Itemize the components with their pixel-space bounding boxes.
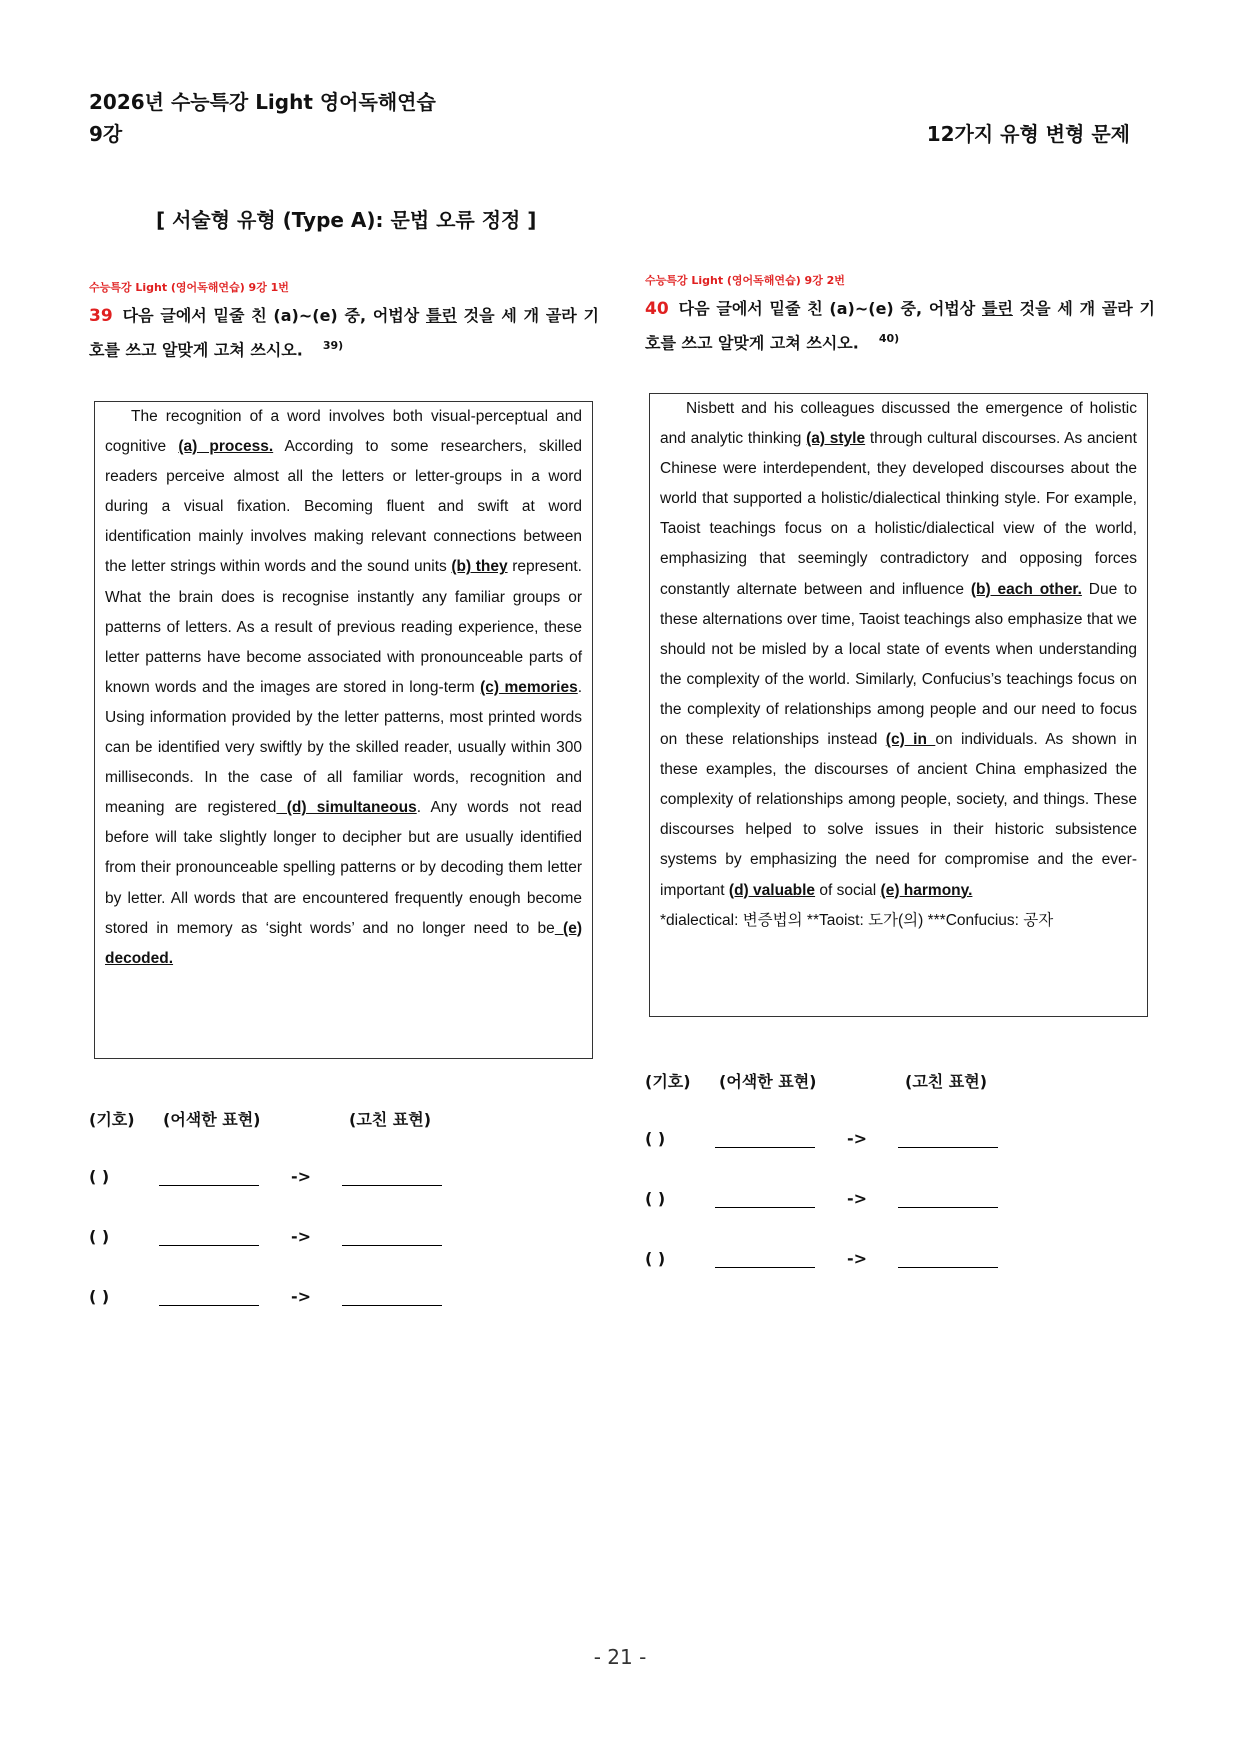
answer-area-39 xyxy=(89,1107,509,1347)
answer-row xyxy=(645,1129,1065,1189)
instruction-text: 다음 글에서 밑줄 친 (a)~(e) 중, 어법상 xyxy=(122,306,426,325)
fixed-blank[interactable] xyxy=(898,1249,998,1268)
arrow: -> xyxy=(847,1189,868,1208)
instruction-text: 것을 세 개 골라 기호를 쓰고 알맞게 고쳐 쓰시오. xyxy=(89,306,599,360)
answer-row xyxy=(645,1249,1065,1309)
symbol-slot[interactable]: ( ) xyxy=(89,1227,110,1246)
fixed-blank[interactable] xyxy=(898,1189,998,1208)
answer-row xyxy=(645,1189,1065,1249)
answer-row xyxy=(89,1167,509,1227)
col-wrong-label: (어색한 표현) xyxy=(163,1110,261,1129)
document-title: 2026년 수능특강 Light 영어독해연습 xyxy=(89,90,436,114)
footnote-ref: 39) xyxy=(322,339,344,352)
wrong-blank[interactable] xyxy=(159,1167,259,1186)
underlined-b: (b) each other. xyxy=(970,580,1082,598)
question-source: 수능특강 Light (영어독해연습) 9강 1번 xyxy=(89,281,289,294)
passage-text: Nisbett and his colleagues discussed the emergence of holistic and analytic thinking (a) style through cultural discourses. As ancient Chinese were interdependent, they developed discourses about the world that supported a holistic/dialectical thinking style. For example, Taoist teachings focus on a holistic/dialectical view of the world, emphasizing that seemingly contradictory and opposing forces constantly alternate between and influence (b) each other. Due to these alternations over time, Taoist teachings also emphasize that we should not be misled by a local state of events when understanding the complexity of the world. Similarly, Confucius’s teachings focus on the complexity of relationships among people and our need to focus on these relationships instead (c) in on individuals. As shown in these examples, the discourses of ancient China emphasized the complexity of relationships among people, society, and things. These discourses helped to solve issues in their historic subsistence systems by emphasizing the need for compromise and the ever-important (d) valuable of social (e) harmony. xyxy=(660,400,1137,899)
symbol-slot[interactable]: ( ) xyxy=(645,1129,666,1148)
col-wrong-label: (어색한 표현) xyxy=(719,1072,817,1091)
underlined-c: (c) memories xyxy=(480,678,578,696)
wrong-blank[interactable] xyxy=(159,1227,259,1246)
lesson-label: 9강 xyxy=(89,122,123,146)
question-40-header xyxy=(645,272,1155,358)
passage-box-40 xyxy=(649,393,1148,1017)
underlined-d: (d) simultaneous xyxy=(276,799,417,817)
wrong-blank[interactable] xyxy=(715,1129,815,1148)
wrong-blank[interactable] xyxy=(159,1287,259,1306)
underlined-b: (b) they xyxy=(451,558,508,576)
arrow: -> xyxy=(291,1167,312,1186)
question-instruction xyxy=(645,294,1155,358)
underlined-d: (d) valuable xyxy=(728,881,816,899)
instruction-underlined: 틀린 xyxy=(425,306,457,325)
header-right-title: 12가지 유형 변형 문제 xyxy=(926,122,1130,146)
answer-row xyxy=(89,1227,509,1287)
col-symbol-label: (기호) xyxy=(645,1072,691,1091)
instruction-underlined: 틀린 xyxy=(981,299,1013,318)
footnote-ref: 40) xyxy=(878,332,900,345)
symbol-slot[interactable]: ( ) xyxy=(89,1167,110,1186)
underlined-e: (e) harmony. xyxy=(880,881,973,899)
vocabulary-note: *dialectical: 변증법의 **Taoist: 도가(의) ***Confucius: 공자 xyxy=(660,911,1054,929)
fixed-blank[interactable] xyxy=(342,1167,442,1186)
wrong-blank[interactable] xyxy=(715,1249,815,1268)
arrow: -> xyxy=(847,1129,868,1148)
symbol-slot[interactable]: ( ) xyxy=(645,1189,666,1208)
instruction-text: 다음 글에서 밑줄 친 (a)~(e) 중, 어법상 xyxy=(678,299,982,318)
fixed-blank[interactable] xyxy=(898,1129,998,1148)
col-fixed-label: (고친 표현) xyxy=(349,1110,432,1129)
underlined-a: (a) style xyxy=(806,430,866,448)
answer-area-40 xyxy=(645,1069,1065,1309)
arrow: -> xyxy=(291,1287,312,1306)
section-title: [ 서술형 유형 (Type A): 문법 오류 정정 ] xyxy=(156,208,537,232)
symbol-slot[interactable]: ( ) xyxy=(645,1249,666,1268)
wrong-blank[interactable] xyxy=(715,1189,815,1208)
passage-box-39 xyxy=(94,401,593,1059)
fixed-blank[interactable] xyxy=(342,1287,442,1306)
question-number: 40 xyxy=(645,299,669,319)
symbol-slot[interactable]: ( ) xyxy=(89,1287,110,1306)
underlined-a: (a) process. xyxy=(178,438,274,456)
col-symbol-label: (기호) xyxy=(89,1110,135,1129)
page-number: - 21 - xyxy=(593,1645,647,1669)
col-fixed-label: (고친 표현) xyxy=(905,1072,988,1091)
underlined-e: (e) decoded. xyxy=(105,919,583,967)
question-39-header xyxy=(89,279,599,365)
underlined-c: (c) in xyxy=(885,731,936,749)
question-source: 수능특강 Light (영어독해연습) 9강 2번 xyxy=(645,274,845,287)
passage-text: The recognition of a word involves both visual-perceptual and cognitive (a) process. According to some researchers, skilled readers perceive almost all the letters or letter-groups in a word during a visual fixation. Becoming fluent and swift at word identification mainly involves making relevant connections between the letter strings within words and the sound units (b) they represent. What the brain does is recognise instantly any familiar groups or patterns of letters. As a result of previous reading experience, these letter patterns have become associated with pronounceable parts of known words and the images are stored in long-term (c) memories. Using information provided by the letter patterns, most printed words can be identified very swiftly by the skilled reader, usually within 300 milliseconds. In the case of all familiar words, recognition and meaning are registered (d) simultaneous. Any words not read before will take slightly longer to decipher but are usually identified from their pronounceable spelling patterns or by decoding them letter by letter. All words that are encountered frequently enough become stored in memory as ‘sight words’ and no longer need to be (e) decoded. xyxy=(105,408,583,967)
arrow: -> xyxy=(291,1227,312,1246)
fixed-blank[interactable] xyxy=(342,1227,442,1246)
answer-row xyxy=(89,1287,509,1347)
question-number: 39 xyxy=(89,306,113,326)
instruction-text: 것을 세 개 골라 기호를 쓰고 알맞게 고쳐 쓰시오. xyxy=(645,299,1155,353)
arrow: -> xyxy=(847,1249,868,1268)
question-instruction xyxy=(89,301,599,365)
